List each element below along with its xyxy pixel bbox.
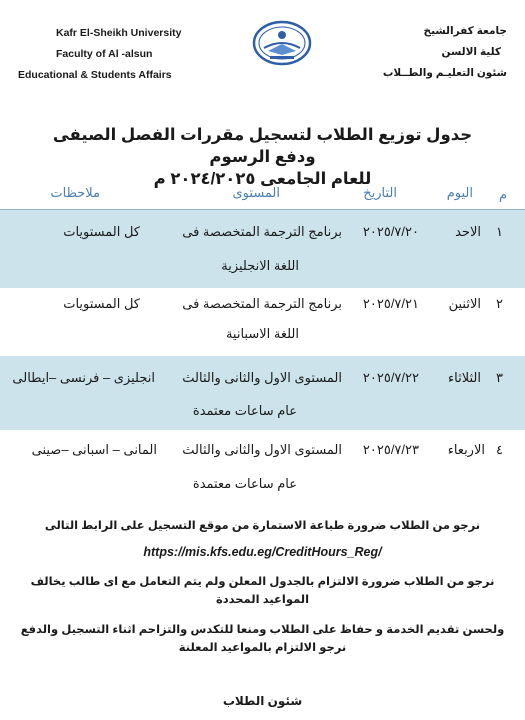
table-row <box>0 288 525 356</box>
row-day: الاربعاء <box>447 442 485 457</box>
header-date: التاريخ <box>363 185 397 200</box>
university-name-ar: جامعة كفرالشيخ <box>423 25 507 37</box>
header-arabic <box>357 24 507 87</box>
row-notes: كل المستويات <box>63 224 140 239</box>
faculty-name-en: Faculty of Al -alsun <box>56 48 153 60</box>
row-notes: كل المستويات <box>63 296 140 311</box>
row-day: الاثنين <box>448 296 481 311</box>
row-date: ٢٠٢٥/٧/٢١ <box>362 296 419 311</box>
header-notes: ملاحظات <box>50 185 100 200</box>
note-commitment-line2: المواعيد المحددة <box>215 594 310 606</box>
department-name-en: Educational & Students Affairs <box>18 69 172 81</box>
footer-signature: شئون الطلاب <box>222 694 303 708</box>
header-num: م <box>498 187 507 202</box>
row-level-line2: عام ساعات معتمدة <box>192 403 297 418</box>
university-name-en: Kafr El-Sheikh University <box>56 27 182 39</box>
row-date: ٢٠٢٥/٧/٢٣ <box>362 442 419 457</box>
header-english <box>18 26 208 89</box>
row-level-line1: برنامج الترجمة المتخصصة فى <box>182 224 342 239</box>
table-row <box>0 356 525 430</box>
faculty-name-ar: كلية الالسن <box>441 46 501 58</box>
table-row <box>0 430 525 504</box>
note-service-line2: نرجو الالتزام بالمواعيد المعلنة <box>178 642 347 654</box>
department-name-ar: شئون التعليـم والطــلاب <box>382 67 507 79</box>
row-level-line2: اللغة الانجليزية <box>221 258 299 273</box>
row-level-line1: المستوى الاول والثانى والثالث <box>182 370 342 385</box>
registration-link[interactable]: https://mis.kfs.edu.eg/CreditHours_Reg/ <box>143 545 382 559</box>
row-notes: انجليزى – فرنسى –ايطالى <box>12 370 155 385</box>
row-day: الثلاثاء <box>448 370 481 385</box>
faculty-logo-icon <box>252 20 312 66</box>
row-level-line1: برنامج الترجمة المتخصصة فى <box>182 296 342 311</box>
title-line-1: جدول توزيع الطلاب لتسجيل مقررات الفصل الصيفى ودفع الرسوم <box>52 126 473 166</box>
note-print-form: نرجو من الطلاب ضرورة طباعة الاستمارة من موقع التسجيل على الرابط التالى <box>44 520 481 532</box>
title-line-2: للعام الجامعى ٢٠٢٤/٢٠٢٥ م <box>153 170 372 188</box>
row-num: ٤ <box>496 442 503 457</box>
row-level-line2: عام ساعات معتمدة <box>192 476 297 491</box>
row-day: الاحد <box>455 224 481 239</box>
header-level: المستوى <box>232 185 280 200</box>
row-date: ٢٠٢٥/٧/٢٢ <box>362 370 419 385</box>
header-day: اليوم <box>446 185 473 200</box>
row-num: ١ <box>496 224 503 239</box>
row-num: ٣ <box>496 370 503 385</box>
table-row <box>0 210 525 288</box>
table-header-row <box>0 181 525 209</box>
row-level-line2: اللغة الاسبانية <box>225 326 299 341</box>
note-commitment-line1: نرجو من الطلاب ضرورة الالتزام بالجدول المعلن ولم يتم التعامل مع اى طالب يخالف <box>30 576 495 588</box>
row-level-line1: المستوى الاول والثانى والثالث <box>182 442 342 457</box>
row-num: ٢ <box>496 296 503 311</box>
row-notes: المانى – اسبانى –صينى <box>31 442 157 457</box>
row-date: ٢٠٢٥/٧/٢٠ <box>362 224 419 239</box>
note-service-line1: ولحسن تقديم الخدمة و حفاظ على الطلاب ومنعا للتكدس والتزاحم اثناء التسجيل والدفع <box>20 624 505 636</box>
